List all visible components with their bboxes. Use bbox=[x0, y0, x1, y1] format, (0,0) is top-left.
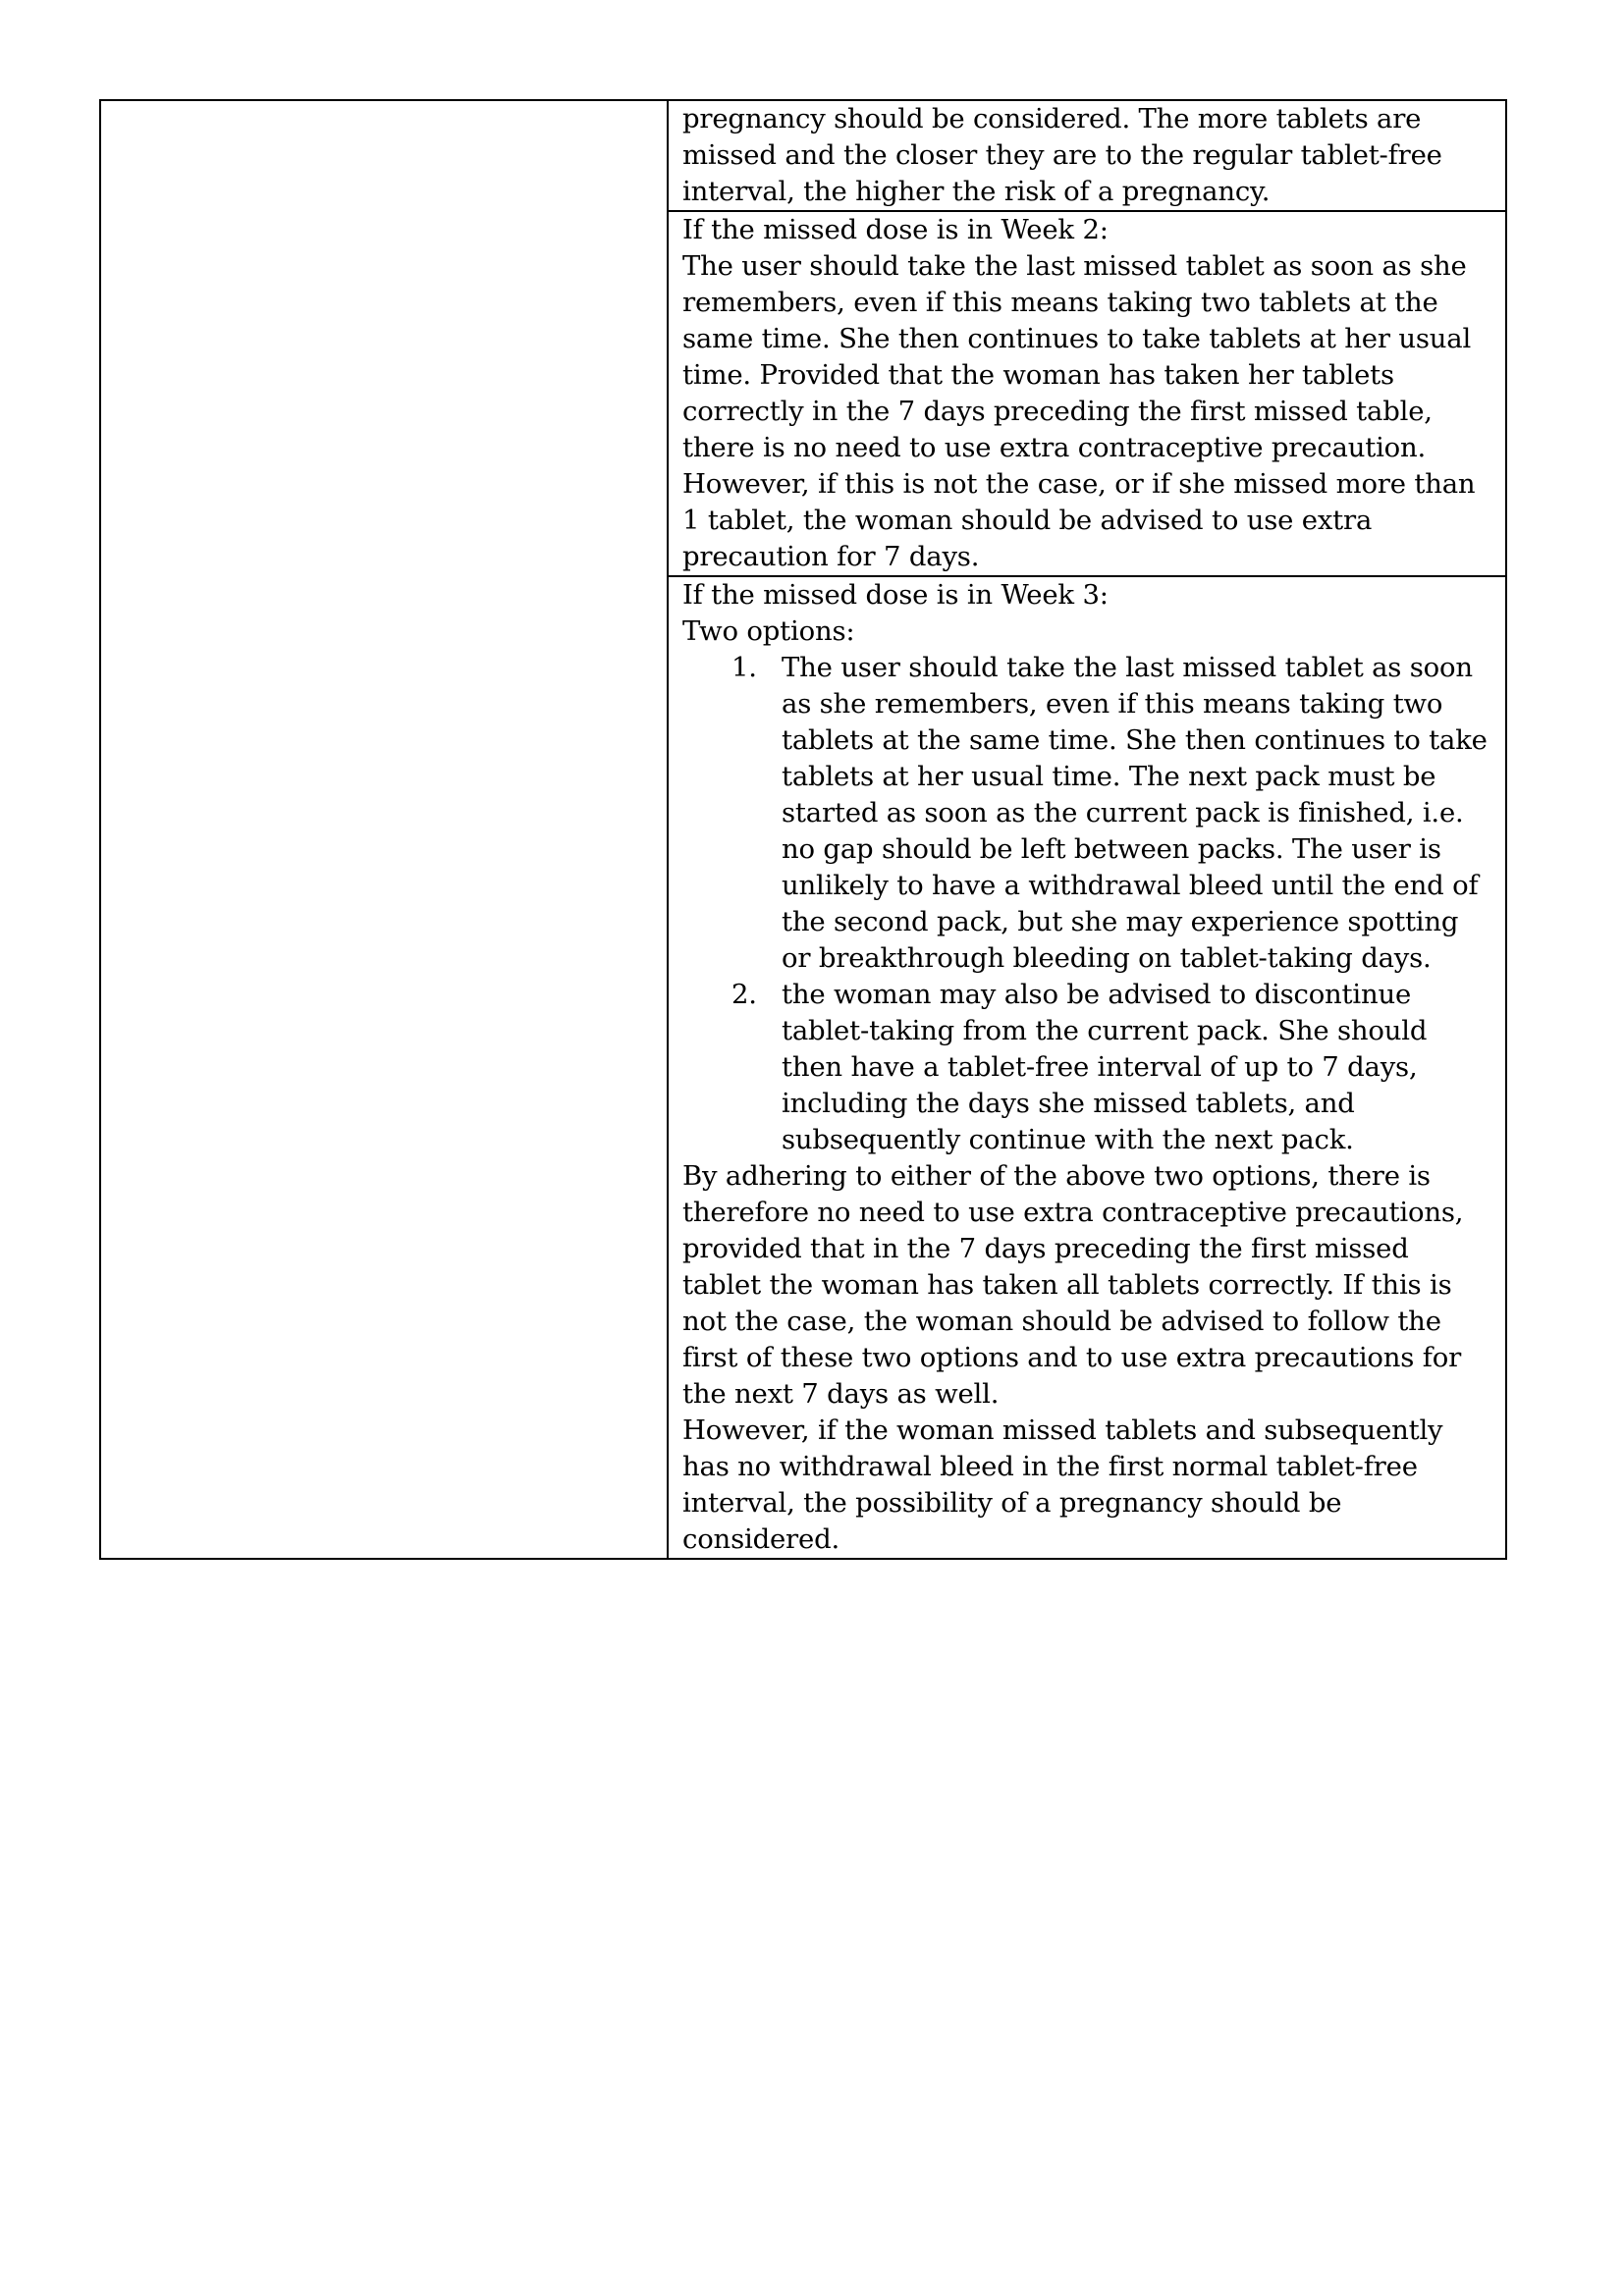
week3-paragraph: By adhering to either of the above two options, there is therefore no need to use extra contraceptive precautions, provided that in the 7 days preceding the first missed tablet the woman has taken all tablets correctly. If this is not the case, the woman should be advised to follow the first of these two options and to use extra precautions for the next 7 days as well. bbox=[682, 1160, 1464, 1410]
week3-heading: If the missed dose is in Week 3: bbox=[682, 579, 1109, 611]
week3-paragraph: However, if the woman missed tablets and subsequently has no withdrawal bleed in the first normal tablet-free interval, the possibility of a pregnancy should be considered. bbox=[682, 1415, 1443, 1555]
empty-left-cell bbox=[100, 100, 668, 1559]
week3-intro: Two options: bbox=[682, 615, 855, 647]
option-text: the woman may also be advised to discontinue tablet-taking from the current pack. She should then have a tablet-free interval of up to 7 days, including the days she missed tablets, and subsequently continue with the next pack. bbox=[782, 979, 1428, 1155]
pregnancy-risk-text: pregnancy should be considered. The more tablets are missed and the closer they are to the regular tablet-free interval, the higher the risk of a pregnancy. bbox=[682, 103, 1442, 207]
options-list bbox=[682, 650, 1493, 1158]
week3-cell bbox=[668, 576, 1506, 1559]
week2-cell bbox=[668, 211, 1506, 576]
option-number: 1. bbox=[731, 652, 757, 683]
list-item bbox=[682, 977, 1493, 1158]
option-number: 2. bbox=[731, 979, 757, 1010]
missed-dose-table bbox=[99, 99, 1507, 1560]
option-text: The user should take the last missed tablet as soon as she remembers, even if this means taking two tablets at the same time. She then continues to take tablets at her usual time. The next pack must be started as soon as the current pack is finished, i.e. no gap should be left between packs. The user is unlikely to have a withdrawal bleed until the end of the second pack, but she may experience spotting or breakthrough bleeding on tablet-taking days. bbox=[782, 652, 1488, 974]
list-item bbox=[682, 650, 1493, 977]
week2-body: The user should take the last missed tablet as soon as she remembers, even if this means taking two tablets at the same time. She then continues to take tablets at her usual time. Provided that the woman has taken her tablets correctly in the 7 days preceding the first missed table, there is no need to use extra contraceptive precaution. However, if this is not the case, or if she missed more than 1 tablet, the woman should be advised to use extra precaution for 7 days. bbox=[682, 250, 1476, 572]
table-row bbox=[100, 100, 1506, 211]
week2-heading: If the missed dose is in Week 2: bbox=[682, 214, 1109, 245]
pregnancy-risk-cell bbox=[668, 100, 1506, 211]
